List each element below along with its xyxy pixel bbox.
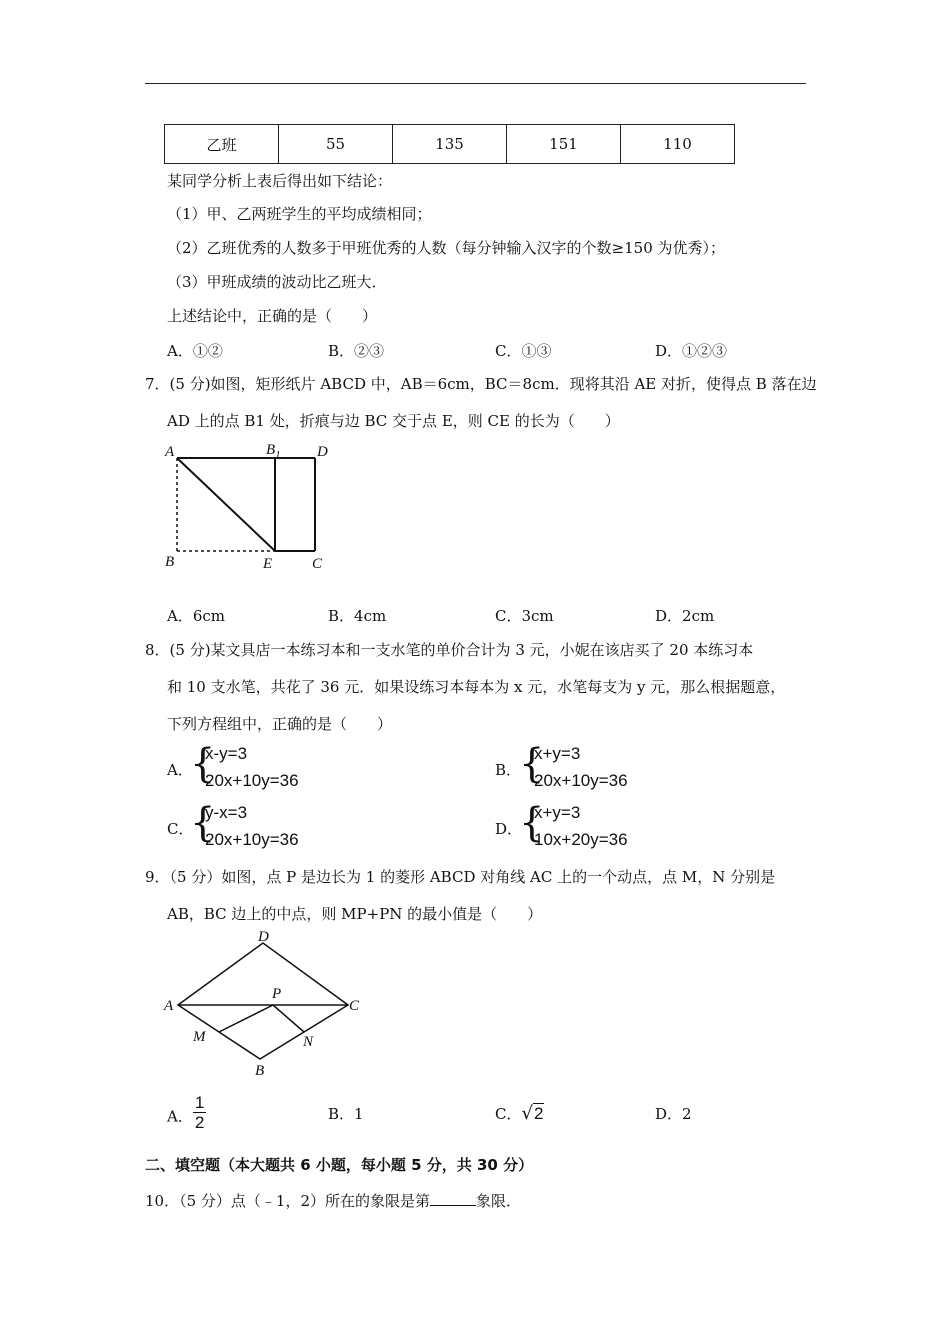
sqrt-icon: √ <box>521 1103 533 1124</box>
table-cell: 乙班 <box>165 125 279 164</box>
q8-option-c-brace: { <box>190 800 216 846</box>
q9-option-b[interactable]: B．1 <box>328 1105 364 1123</box>
label-n: N <box>303 1034 314 1050</box>
q6-question: 上述结论中，正确的是（ ） <box>167 307 378 325</box>
q10-answer-blank[interactable] <box>430 1191 476 1206</box>
q6-conclusion-3: （3）甲班成绩的波动比乙班大． <box>167 273 387 291</box>
score-table <box>164 124 735 164</box>
q9-stem-line-2: AB，BC 边上的中点，则 MP+PN 的最小值是（ ） <box>167 905 543 923</box>
q8-stem-line-3: 下列方程组中，正确的是（ ） <box>167 715 393 733</box>
label-a: A <box>165 444 175 460</box>
q9-rhombus-figure <box>160 928 370 1083</box>
q8-stem-line-2: 和 10 支水笔，共花了 36 元．如果设练习本每本为 x 元，水笔每支为 y 元，那么根据题意， <box>167 678 786 696</box>
q6-option-a[interactable]: A．①② <box>167 342 223 360</box>
q10-stem-after: 象限． <box>476 1192 522 1210</box>
label-m: M <box>193 1029 206 1045</box>
q9-option-c-label: C． <box>495 1105 522 1123</box>
q10-stem <box>145 1190 521 1211</box>
table-cell: 135 <box>393 125 507 164</box>
q8-option-d-eq2: 10x+20y=36 <box>534 830 628 849</box>
q8-option-a-brace: { <box>190 741 216 787</box>
q7-stem-line-2: AD 上的点 B1 处，折痕与边 BC 交于点 E，则 CE 的长为（ ） <box>167 412 620 430</box>
q7-stem-line-1: 7．(5 分)如图，矩形纸片 ABCD 中，AB＝6cm，BC＝8cm．现将其沿 AE 对折，使得点 B 落在边 <box>145 375 817 393</box>
crease-ae <box>177 458 275 551</box>
table-row <box>165 125 735 164</box>
fraction <box>193 1093 206 1132</box>
q6-option-c[interactable]: C．①③ <box>495 342 552 360</box>
label-e: E <box>263 556 273 572</box>
q7-option-c[interactable]: C．3cm <box>495 607 554 625</box>
fraction-denominator: 2 <box>194 1113 205 1132</box>
q6-option-d[interactable]: D．①②③ <box>655 342 728 360</box>
header-rule <box>145 83 806 84</box>
q8-option-b-brace: { <box>519 741 545 787</box>
q9-option-a-label: A． <box>167 1107 193 1126</box>
table-cell: 151 <box>507 125 621 164</box>
q8-option-a-eq1: x-y=3 <box>205 744 248 763</box>
q7-option-d[interactable]: D．2cm <box>655 607 715 625</box>
q6-intro: 某同学分析上表后得出如下结论： <box>167 172 393 190</box>
fraction-numerator: 1 <box>194 1093 205 1112</box>
segment-pn <box>273 1005 304 1032</box>
q6-conclusion-2: （2）乙班优秀的人数多于甲班优秀的人数（每分钟输入汉字的个数≥150 为优秀）； <box>167 239 726 257</box>
q9-option-d[interactable]: D．2 <box>655 1105 692 1123</box>
q8-option-c-eq1: y-x=3 <box>205 803 248 822</box>
q8-option-c-label[interactable]: C． <box>167 820 194 838</box>
q7-option-b[interactable]: B．4cm <box>328 607 387 625</box>
q6-option-b[interactable]: B．②③ <box>328 342 385 360</box>
sqrt-radicand: 2 <box>533 1104 544 1123</box>
label-d: D <box>258 929 269 945</box>
label-b: B <box>165 554 175 570</box>
q8-option-b-eq1: x+y=3 <box>534 744 581 763</box>
table-cell: 55 <box>279 125 393 164</box>
q7-option-a[interactable]: A．6cm <box>167 607 226 625</box>
q7-rectangle-figure <box>160 438 340 578</box>
q9-option-c[interactable] <box>495 1103 544 1124</box>
q8-option-a-eq2: 20x+10y=36 <box>205 771 299 790</box>
label-c: C <box>349 998 360 1014</box>
q10-stem-before: 10．（5 分）点（﹣1，2）所在的象限是第 <box>145 1192 430 1210</box>
q8-option-a-label[interactable]: A． <box>167 761 193 779</box>
q6-conclusion-1: （1）甲、乙两班学生的平均成绩相同； <box>167 205 432 223</box>
label-b: B <box>255 1063 265 1079</box>
q8-stem-line-1: 8．(5 分)某文具店一本练习本和一支水笔的单价合计为 3 元，小妮在该店买了 20 本练习本 <box>145 641 754 659</box>
q8-option-b-eq2: 20x+10y=36 <box>534 771 628 790</box>
q8-option-d-label[interactable]: D． <box>495 820 523 838</box>
label-c: C <box>312 556 323 572</box>
q8-option-d-brace: { <box>519 800 545 846</box>
label-b1: $B_1$ <box>266 442 281 461</box>
section-title-fill-in: 二、填空题（本大题共 6 小题，每小题 5 分，共 30 分） <box>145 1156 534 1174</box>
q8-option-c-eq2: 20x+10y=36 <box>205 830 299 849</box>
label-a: A <box>164 998 174 1014</box>
q9-stem-line-1: 9．（5 分）如图，点 P 是边长为 1 的菱形 ABCD 对角线 AC 上的一个动点，点 M，N 分别是 <box>145 868 776 886</box>
q8-option-b-label[interactable]: B． <box>495 761 522 779</box>
segment-mp <box>219 1005 273 1032</box>
label-p: P <box>272 986 282 1002</box>
table-cell: 110 <box>621 125 735 164</box>
q9-option-a[interactable] <box>167 1093 206 1132</box>
label-d: D <box>317 444 328 460</box>
q8-option-d-eq1: x+y=3 <box>534 803 581 822</box>
